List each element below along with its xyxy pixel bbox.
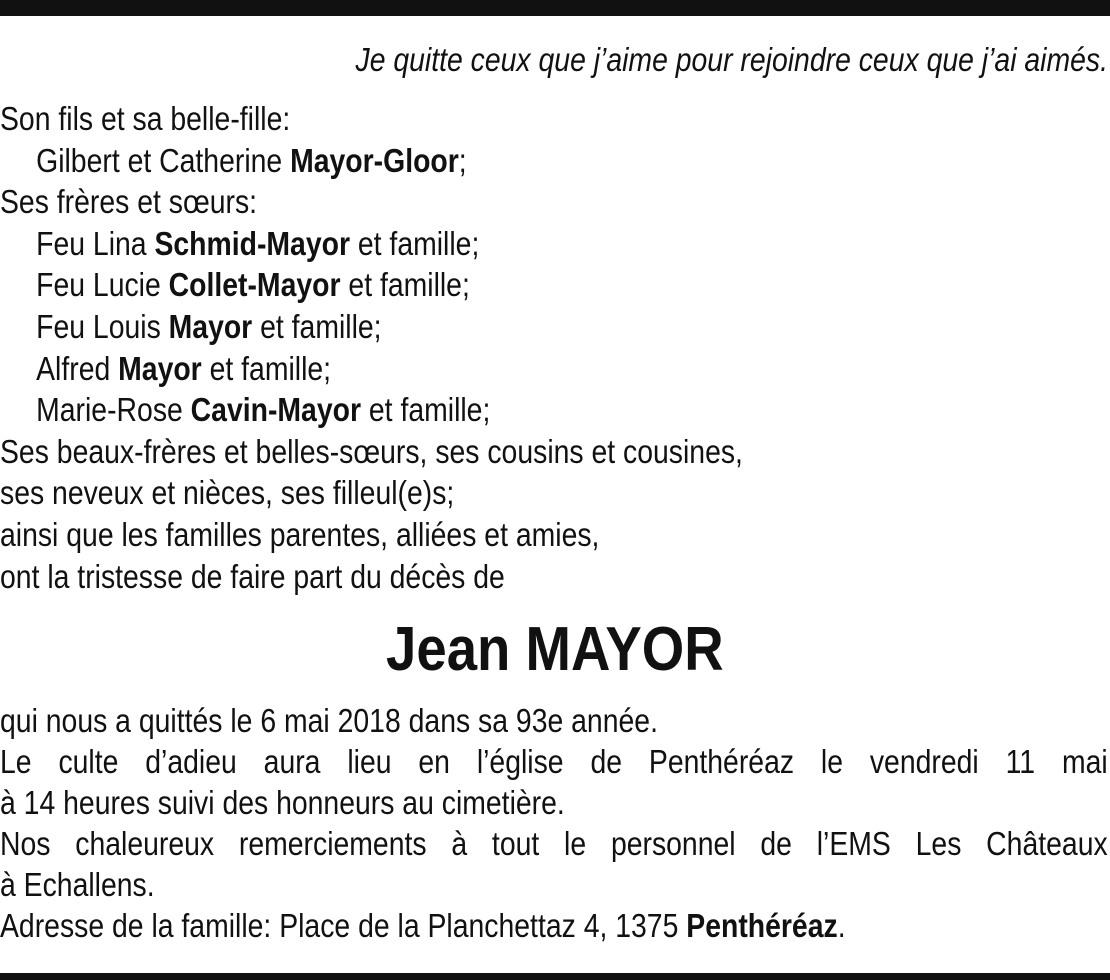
son-given: Gilbert et Catherine [36, 141, 291, 179]
service-details [0, 700, 1108, 946]
sibling-entry [0, 348, 743, 390]
address-place: Penthéréaz [686, 907, 838, 944]
deceased-name-heading [0, 612, 1110, 688]
son-suffix: ; [458, 141, 467, 179]
sibling-suffix: et famille; [201, 349, 332, 387]
thanks-line: Nos chaleureux remerciements à tout le personnel de l’EMS Les Châteaux [0, 825, 1108, 862]
epigraph-quote: Je quitte ceux que j’aime pour rejoindre ceux que j’ai aimés. [355, 41, 1108, 78]
sibling-surname: Mayor [118, 349, 202, 387]
sibling-entry [0, 223, 743, 265]
sibling-entry [0, 306, 743, 348]
sibling-surname: Mayor [168, 307, 253, 345]
son-entry [0, 140, 743, 182]
sibling-given: Feu Louis [36, 307, 169, 345]
thanks-location-line: à Echallens. [0, 866, 155, 903]
son-surname: Mayor-Gloor [290, 141, 459, 179]
sibling-entry [0, 264, 743, 306]
son-heading: Son fils et sa belle-fille: [0, 100, 291, 137]
sibling-surname: Schmid-Mayor [154, 224, 350, 262]
sibling-surname: Cavin-Mayor [190, 391, 362, 429]
sibling-suffix: et famille; [349, 224, 480, 262]
sibling-surname: Collet-Mayor [168, 266, 341, 304]
relatives-line: ses neveux et nièces, ses filleul(e)s; [0, 474, 455, 512]
relatives-line: Ses beaux-frères et belles-sœurs, ses cousins et cousines, [0, 432, 743, 470]
sibling-given: Alfred [36, 349, 119, 387]
sibling-given: Marie-Rose [36, 391, 191, 429]
address-prefix: Adresse de la famille: Place de la Planchettaz 4, 1375 [0, 907, 687, 944]
relatives-line: ainsi que les familles parentes, alliées et amies, [0, 515, 600, 553]
sibling-given: Feu Lucie [36, 266, 169, 304]
announcement-line: ont la tristesse de faire part du décès de [0, 557, 505, 595]
service-time-line: à 14 heures suivi des honneurs au cimetière. [0, 784, 565, 821]
deceased-name: Jean MAYOR [386, 615, 724, 684]
sibling-suffix: et famille; [340, 266, 470, 304]
sibling-entry [0, 389, 743, 431]
sibling-given: Feu Lina [36, 224, 155, 262]
siblings-heading: Ses frères et sœurs: [0, 183, 258, 221]
service-line: Le culte d’adieu aura lieu en l’église de Penthéréaz le vendredi 11 mai [0, 743, 1108, 780]
family-address-line [0, 905, 1108, 946]
passing-line: qui nous a quittés le 6 mai 2018 dans sa 93e année. [0, 702, 658, 739]
bottom-rule [0, 973, 1110, 980]
sibling-suffix: et famille; [252, 307, 382, 345]
sibling-suffix: et famille; [361, 391, 491, 429]
top-rule [0, 0, 1110, 16]
address-suffix: . [837, 907, 846, 944]
family-list [0, 98, 743, 597]
